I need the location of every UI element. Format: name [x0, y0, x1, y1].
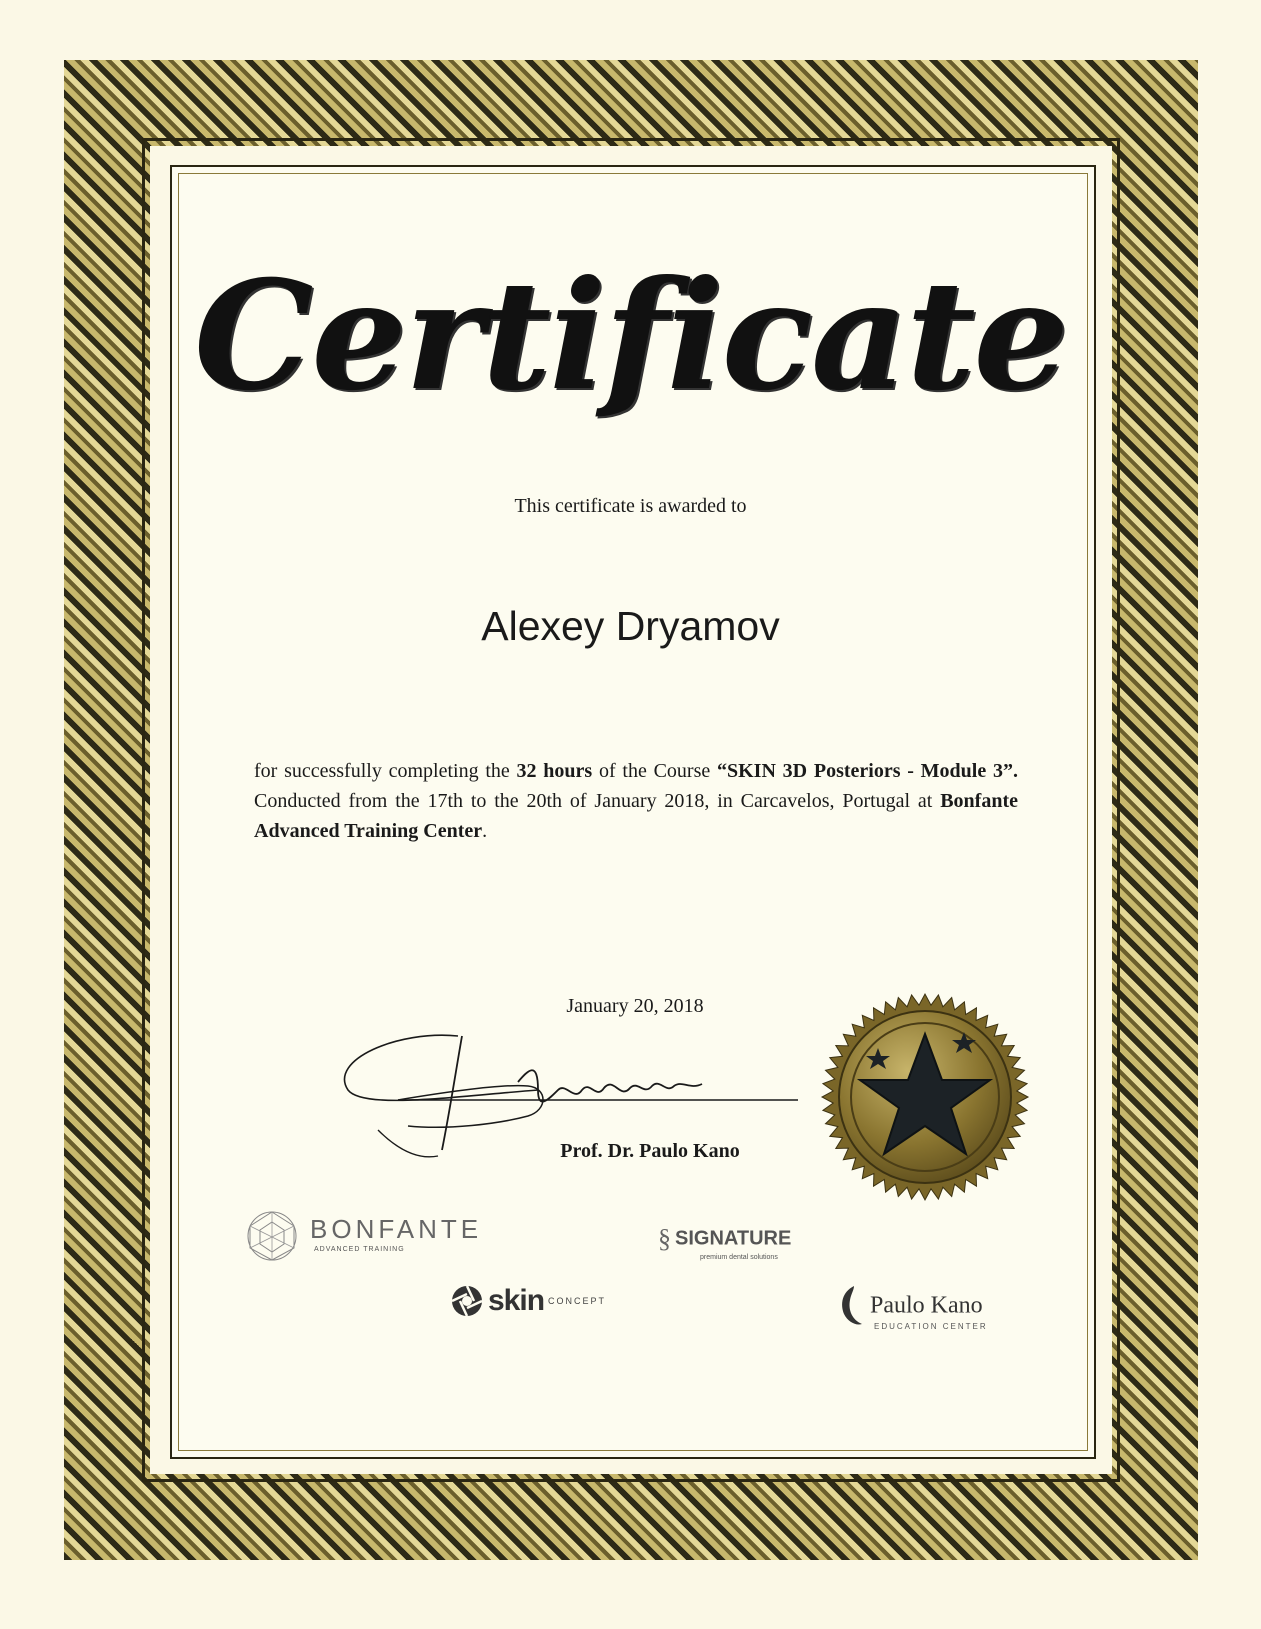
aperture-icon: [450, 1284, 484, 1318]
signature-name: SIGNATURE: [675, 1227, 792, 1250]
course-name: “SKIN 3D Posteriors - Module 3”.: [717, 760, 1018, 782]
paulo-kano-logo: [836, 1284, 988, 1331]
body-text-part: Conducted from the 17th to the 20th of January 2018, in Carcavelos, Portugal at: [254, 790, 941, 812]
paulo-kano-name: Paulo Kano: [870, 1292, 983, 1319]
skin-sub: CONCEPT: [548, 1296, 607, 1306]
swirl-icon: §: [658, 1224, 671, 1253]
bonfante-sub: ADVANCED TRAINING: [314, 1246, 405, 1253]
training-center: Bonfante Advanced Training Center: [254, 790, 1018, 842]
signatory-name: Prof. Dr. Paulo Kano: [560, 1140, 740, 1162]
signature-sub: premium dental solutions: [700, 1254, 778, 1261]
course-description: [254, 756, 1018, 846]
course-hours: 32 hours: [516, 760, 593, 782]
awarded-line: This certificate is awarded to: [514, 495, 747, 517]
profile-icon: [836, 1284, 866, 1328]
bonfante-name: BONFANTE: [310, 1214, 483, 1244]
geometric-sphere-icon: [244, 1208, 300, 1264]
body-text-part: for successfully completing the: [254, 760, 517, 782]
recipient-name: Alexey Dryamov: [481, 603, 780, 649]
body-text-part: .: [482, 820, 488, 842]
certificate-title: Certificate: [194, 248, 1067, 424]
paulo-kano-sub: EDUCATION CENTER: [874, 1322, 988, 1331]
bonfante-logo: [244, 1208, 483, 1264]
skin-concept-logo: [450, 1284, 606, 1318]
issue-date: January 20, 2018: [566, 995, 704, 1017]
gold-star-seal: [820, 992, 1030, 1202]
skin-name: skin: [488, 1284, 545, 1317]
signature-logo: [658, 1224, 792, 1261]
body-text-part: of the Course: [592, 760, 717, 782]
